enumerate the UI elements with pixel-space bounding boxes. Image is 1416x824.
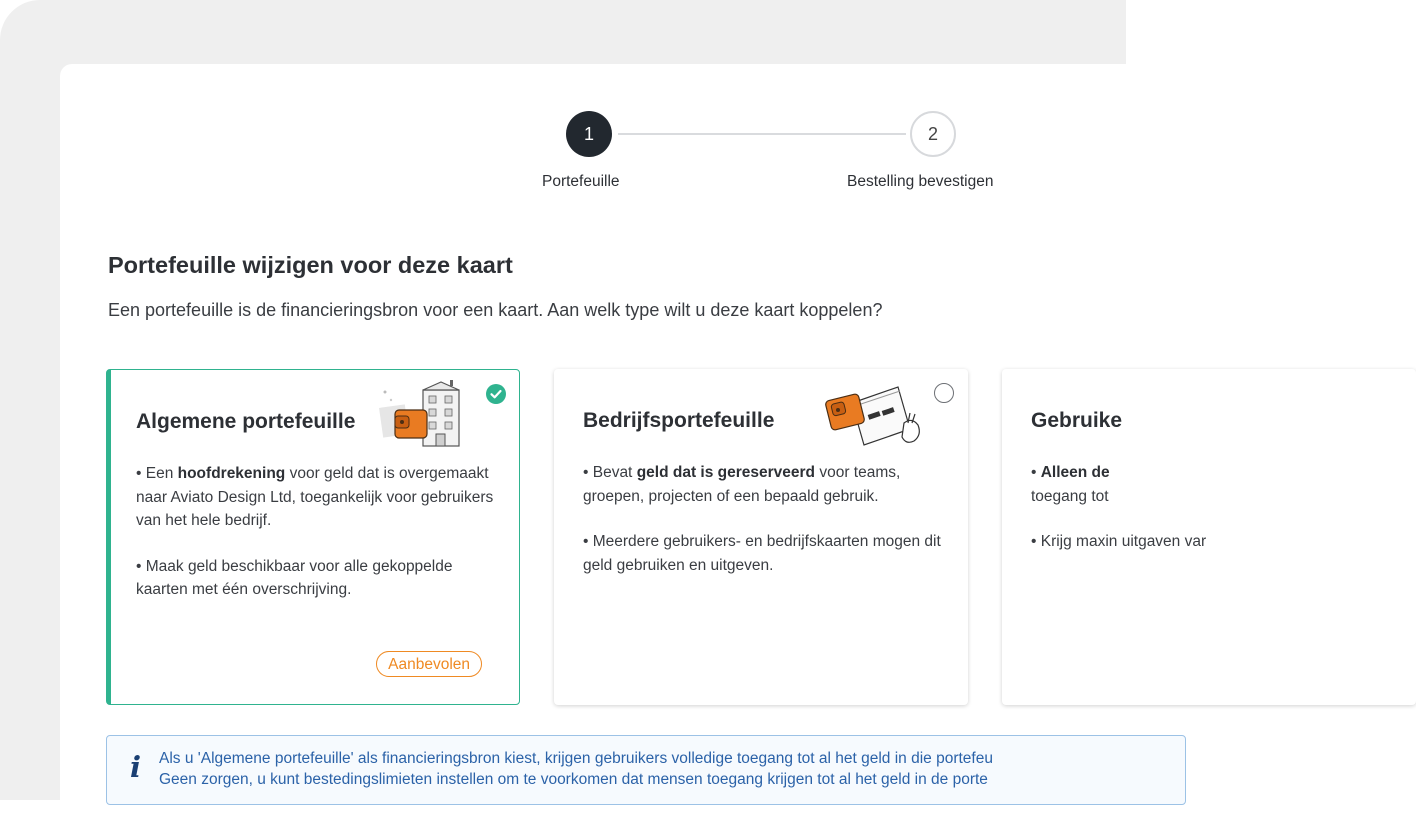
wallet-option-user[interactable]	[1002, 369, 1416, 705]
recommended-badge: Aanbevolen	[376, 651, 482, 677]
selected-check-icon	[486, 384, 506, 404]
step-1-indicator: 1	[566, 111, 612, 157]
building-wallet-illustration	[375, 380, 470, 446]
card-description: • Een hoofdrekening voor geld dat is overgemaakt naar Aviato Design Ltd, toegankelijk voor gebruikers van het hele bedrijf. • Maak geld beschikbaar voor alle gekoppelde kaarten met één overschrijving.	[136, 465, 494, 598]
step-1-label: Portefeuille	[542, 173, 620, 190]
info-banner	[106, 735, 1186, 805]
card-title: Algemene portefeuille	[136, 410, 356, 433]
card-description: • Bevat geld dat is gereserveerd voor teams, groepen, projecten of een bepaald gebruik. • Meerdere gebruikers- en bedrijfskaarten mogen dit geld gebruiken en uitgeven.	[583, 464, 941, 574]
radio-unselected-icon[interactable]	[934, 383, 954, 403]
card-title: Bedrijfsportefeuille	[583, 409, 775, 432]
step-2-indicator: 2	[910, 111, 956, 157]
page-subtitle: Een portefeuille is de financieringsbron voor een kaart. Aan welk type wilt u deze kaart koppelen?	[108, 300, 883, 320]
wallet-card-illustration	[824, 383, 924, 453]
page-title: Portefeuille wijzigen voor deze kaart	[108, 252, 513, 278]
wallet-option-general[interactable]	[106, 369, 520, 705]
info-text-line-1: Als u 'Algemene portefeuille' als financieringsbron kiest, krijgen gebruikers volledige toegang tot al het geld in die portefeu	[159, 750, 993, 767]
wallet-option-business[interactable]	[554, 369, 968, 705]
step-2-label: Bestelling bevestigen	[847, 173, 994, 190]
card-description: • Alleen de toegang tot • Krijg maxin uitgaven var	[1031, 464, 1207, 550]
card-title: Gebruike	[1031, 409, 1123, 432]
info-text-line-2: Geen zorgen, u kunt bestedingslimieten instellen om te voorkomen dat mensen toegang krijgen tot al het geld in de porte	[159, 771, 988, 788]
main-panel	[60, 64, 1207, 824]
info-icon: i	[130, 750, 142, 784]
stepper-connector	[618, 133, 906, 135]
